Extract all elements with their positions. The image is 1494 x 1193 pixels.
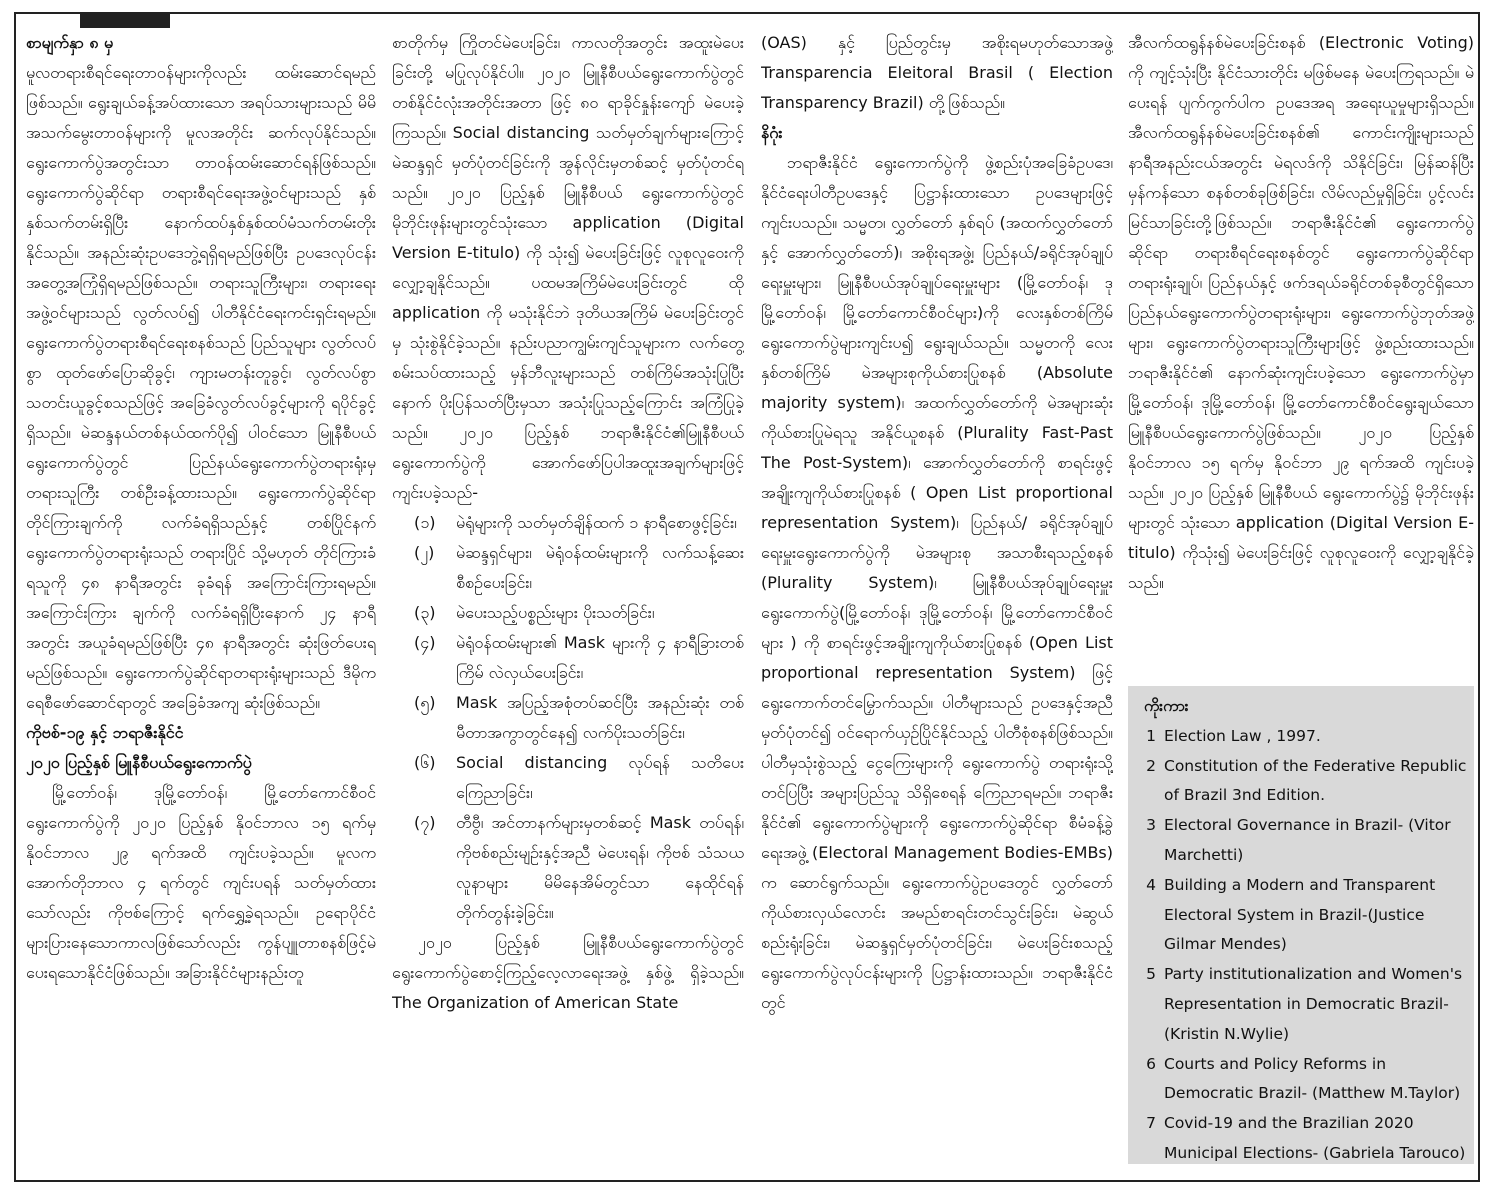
reference-item: 2 Constitution of the Federative Republic of Brazil 3nd Edition.: [1146, 756, 1467, 805]
paragraph: မြို့တော်ဝန်၊ ဒုမြို့တော်ဝန်၊ မြို့တော်ကောင်စီဝင်ရွေးကောက်ပွဲကို ၂၀၂၀ ပြည့်နှစ် နိုဝင်ဘာလ ၁၅ ရက်မှ နိုဝင်ဘာလ ၂၉ ရက်အထိ ကျင်းပခဲ့သည်။ မူလက အောက်တိုဘာလ ၄ ရက်တွင် ကျင်းပရန် သတ်မှတ်ထားသော်လည်း ကိုဗစ်ကြောင့် ရက်ရွှေ့ခဲ့ရသည်။ ဥရောပိုင်ငံများပြားနေသောကာလဖြစ်သော်လည်း ကွန်ပျူတာစနစ်ဖြင့်မဲပေးရသောနိုင်ငံဖြစ်သည်။ အခြားနိုင်ငံများနည်းတူ: [26, 783, 376, 982]
column-2: [392, 28, 744, 1178]
reference-item: 5 Party institutionalization and Women's Representation in Democratic Brazil-(Kristin N.Wylie): [1146, 965, 1463, 1043]
paragraph: မူလတရားစီရင်ရေးတာဝန်များကိုလည်း ထမ်းဆောင်ရမည်ဖြစ်သည်။ ရွေးချယ်ခန့်အပ်ထားသော အရပ်သားများသည် မိမိအသက်မွေးတာဝန်များကို မူလအတိုင်း ဆက်လုပ်နိုင်သည်။ ရွေးကောက်ပွဲအတွင်းသာ တာဝန်ထမ်းဆောင်ရန်ဖြစ်သည်။ ရွေးကောက်ပွဲဆိုင်ရာ တရားစီရင်ရေးအဖွဲ့ဝင်များသည် နှစ်နှစ်သက်တမ်းရှိပြီး နောက်ထပ်နှစ်နှစ်ထပ်မံသက်တမ်းတိုးနိုင်သည်။ အနည်းဆုံးဥပဒေဘွဲ့ရရှိရမည်ဖြစ်ပြီး ဥပဒေလုပ်ငန်းအတွေ့အကြုံရှိရမည်ဖြစ်သည်။ တရားသူကြီးများ၊ တရားရေးအဖွဲ့ဝင်များသည် လွတ်လပ်၍ ပါတီနိုင်ငံရေးကင်းရှင်းရမည်။ ရွေးကောက်ပွဲတရားစီရင်ရေးစနစ်သည် ပြည်သူများ လွတ်လပ်စွာ ထုတ်ဖော်ပြောဆိုခွင့်၊ ကျားမတန်းတူခွင့်၊ လွတ်လပ်စွာသတင်းယူခွင့်စသည်ဖြင့် အခြေခံလွတ်လပ်ခွင့်များကို ရပိုင်ခွင့်ရှိသည်။ မဲဆန္ဒနယ်တစ်နယ်ထက်ပို၍ ပါဝင်သော မြူနီစီပယ်ရွေးကောက်ပွဲတွင် ပြည်နယ်ရွေးကောက်ပွဲတရားရုံးမှ တရားသူကြီး တစ်ဦးခန့်ထားသည်။ ရွေးကောက်ပွဲဆိုင်ရာ တိုင်ကြားချက်ကို လက်ခံရရှိသည်နှင့် တစ်ပြိုင်နက် ရွေးကောက်ပွဲတရားရုံးသည် တရားပြိုင် သို့မဟုတ် တိုင်ကြားခံရသူကို ၄၈ နာရီအတွင်း ခုခံရန် အကြောင်းကြားရမည်။ အကြောင်းကြား ချက်ကို လက်ခံရရှိပြီးနောက် ၂၄ နာရီအတွင်း အယူခံရမည်ဖြစ်ပြီး ၄၈ နာရီအတွင်း ဆုံးဖြတ်ပေးရ မည်ဖြစ်သည်။ ရွေးကောက်ပွဲဆိုင်ရာတရားရုံးများသည် ဒီမိုကရေစီဖော်ဆောင်ရာတွင် အခြေခံအကျ ဆုံးဖြစ်သည်။: [26, 63, 376, 712]
paragraph: (OAS) နှင့် ပြည်တွင်းမှ အစိုးရမဟုတ်သောအဖွဲ့ Transparencia Eleitoral Brasil ( Election Transparency Brazil) တို့ဖြစ်သည်။: [761, 33, 1113, 112]
references-box: [1128, 686, 1474, 1164]
column-3: [761, 28, 1113, 1178]
header-bar: [80, 14, 170, 28]
section-heading: ၂၀၂၀ ပြည့်နှစ် မြူနီစီပယ်ရွေးကောက်ပွဲ: [26, 753, 252, 772]
paragraph: ၂၀၂၀ ပြည့်နှစ် မြူနီစီပယ်ရွေးကောက်ပွဲတွင် ရွေးကောက်ပွဲစောင့်ကြည့်လေ့လာရေးအဖွဲ့ နှစ်ဖွဲ့ ရှိခဲ့သည်။ The Organization of American State: [392, 933, 744, 1012]
list-item: (၆) Social distancing လုပ်ရန် သတိပေးကြေညာခြင်း၊: [414, 753, 744, 802]
paragraph: ဘရာဇီးနိုင်ငံ ရွေးကောက်ပွဲကို ဖွဲ့စည်းပုံအခြေခံဥပဒေ၊ နိုင်ငံရေးပါတီဥပဒေနှင့် ပြဋ္ဌာန်းထားသော ဥပဒေများဖြင့် ကျင်းပသည်။ သမ္မတ၊ လွှတ်တော် နှစ်ရပ် (အထက်လွှတ်တော်နှင့် အောက်လွှတ်တော်)၊ အစိုးရအဖွဲ့၊ ပြည်နယ်/ခရိုင်အုပ်ချုပ်ရေးမှူးများ၊ မြူနီစီပယ်အုပ်ချုပ်ရေးမှူးများ (မြို့တော်ဝန်၊ ဒုမြို့တော်ဝန်၊ မြို့တော်ကောင်စီဝင်များ)ကို လေးနှစ်တစ်ကြိမ် ရွေးကောက်ပွဲများကျင်းပ၍ ရွေးချယ်သည်။ သမ္မတကို လေးနှစ်တစ်ကြိမ် မဲအများစုကိုယ်စားပြုစနစ် (Absolute majority system)၊ အထက်လွှတ်တော်ကို မဲအများဆုံးကိုယ်စားပြုမဲရသူ အနိုင်ယူစနစ် (Plurality Fast-Past The Post-System)၊ အောက်လွှတ်တော်ကို စာရင်းဖွင့်အချိုးကျကိုယ်စားပြုစနစ် ( Open List proportional representation System)၊ ပြည်နယ်/ ခရိုင်အုပ်ချုပ်ရေးမှူးရွေးကောက်ပွဲကို မဲအများစု အသာစီးရသည့်စနစ် (Plurality System)၊ မြူနီစီပယ်အုပ်ချုပ်ရေးမှူးရွေးကောက်ပွဲ(မြို့တော်ဝန်၊ ဒုမြို့တော်ဝန်၊ မြို့တော်ကောင်စီဝင်များ ) ကို စာရင်းဖွင့်အချိုးကျကိုယ်စားပြုစနစ် (Open List proportional representation System) ဖြင့် ရွေးကောက်တင်မြှောက်သည်။ ပါတီများသည် ဥပဒေနှင့်အညီ မှတ်ပုံတင်၍ ဝင်ရောက်ယှဉ်ပြိုင်နိုင်သည့် ပါတီစုံစနစ်ဖြစ်သည်။ ပါတီမှသုံးစွဲသည့် ငွေကြေးများကို ရွေးကောက်ပွဲ တရားရုံးသို့ တင်ပြပြီး အများပြည်သူ သိရှိစေရန် ကြေညာရမည်။ ဘရာဇီးနိုင်ငံ၏ ရွေးကောက်ပွဲများကို ရွေးကောက်ပွဲဆိုင်ရာ စီမံခန့်ခွဲရေးအဖွဲ့ (Electoral Management Bodies-EMBs) က ဆောင်ရွက်သည်။ ရွေးကောက်ပွဲဥပဒေတွင် လွှတ်တော်ကိုယ်စားလှယ်လောင်း အမည်စာရင်းတင်သွင်းခြင်း၊ မဲဆွယ်စည်းရုံးခြင်း၊ မဲဆန္ဒရှင်မှတ်ပုံတင်ခြင်း၊ မဲပေးခြင်းစသည့် ရွေးကောက်ပွဲလုပ်ငန်းများကို ပြဋ္ဌာန်းထားသည်။ ဘရာဇီးနိုင်ငံတွင်: [761, 153, 1113, 1012]
paragraph: စာတိုက်မှ ကြိုတင်မဲပေးခြင်း၊ ကာလတိုအတွင်း အထူးမဲပေးခြင်းတို့ မပြုလုပ်နိုင်ပါ။ ၂၀၂၀ မြူနီစီပယ်ရွေးကောက်ပွဲတွင် တစ်နိုင်ငံလုံးအတိုင်းအတာ ဖြင့် ၈၀ ရာခိုင်နှုန်းကျော် မဲပေးခဲ့ကြသည်။ Social distancing သတ်မှတ်ချက်များကြောင့် မဲဆန္ဒရှင် မှတ်ပုံတင်ခြင်းကို အွန်လိုင်းမှတစ်ဆင့် မှတ်ပုံတင်ရသည်။ ၂၀၂၀ ပြည့်နှစ် မြူနီစီပယ် ရွေးကောက်ပွဲတွင် မိုဘိုင်းဖုန်းများတွင်သုံးသော application (Digital Version E-titulo) ကို သုံး၍ မဲပေးခြင်းဖြင့် လူစုလူဝေးကို လျှော့ချနိုင်သည်။ ပထမအကြိမ်မဲပေးခြင်းတွင် ထို application ကို မသုံးနိုင်ဘဲ ဒုတိယအကြိမ် မဲပေးခြင်းတွင်မှ သုံးစွဲနိုင်ခဲ့သည်။ နည်းပညာကျွမ်းကျင်သူများက လက်တွေ့စမ်းသပ်ထားသည့် မှန်ဘီလူးများသည် တစ်ကြိမ်အသုံးပြုပြီးနောက် ပိုးပြန်သတ်ပြီးမှသာ အသုံးပြုသည့်ကြောင်း အကြံပြုခဲ့သည်။ ၂၀၂၀ ပြည့်နှစ် ဘရာဇီးနိုင်ငံ၏မြူနီစီပယ် ရွေးကောက်ပွဲကို အောက်ဖော်ပြပါအထူးအချက်များဖြင့် ကျင်းပခဲ့သည်-: [392, 33, 744, 502]
column-1: [26, 28, 376, 1178]
list-item: (၂) မဲဆန္ဒရှင်များ၊ မဲရုံဝန်ထမ်းများကို လက်သန့်ဆေးစီစဉ်ပေးခြင်း၊: [414, 543, 744, 592]
section-heading: နိဂုံး: [761, 123, 783, 142]
list-item: (၇) တီဗွီ၊ အင်တာနက်များမှတစ်ဆင့် Mask တပ်ရန်၊ ကိုဗစ်စည်းမျဉ်းနှင့်အညီ မဲပေးရန်၊ ကိုဗစ် သံသယလူနာများ မိမိနေအိမ်တွင်သာ နေထိုင်ရန် တိုက်တွန်းခဲ့ခြင်း။: [414, 813, 744, 922]
reference-item: 3 Electoral Governance in Brazil- (Vitor Marchetti): [1146, 816, 1451, 864]
references-list: [1134, 722, 1468, 1164]
column-4: [1128, 28, 1474, 688]
list-item: (၅) Mask အပြည့်အစုံတပ်ဆင်ပြီး အနည်းဆုံး တစ်မီတာအကွာတွင်နေ၍ လက်ပိုးသတ်ခြင်း၊: [414, 693, 744, 742]
references-title: ကိုးကား: [1144, 697, 1189, 715]
reference-item: 6 Courts and Policy Reforms in Democratic Brazil- (Matthew M.Taylor): [1146, 1054, 1461, 1103]
article-page: [14, 12, 1480, 1182]
measures-list: [392, 508, 744, 928]
continued-heading: စာမျက်နှာ ၈ မှ: [26, 33, 114, 52]
list-item: (၁) မဲရုံများကို သတ်မှတ်ချိန်ထက် ၁ နာရီစောဖွင့်ခြင်း၊: [414, 513, 737, 532]
paragraph: အီလက်ထရွန်နစ်မဲပေးခြင်းစနစ် (Electronic Voting) ကို ကျင့်သုံးပြီး နိုင်ငံသားတိုင်း မဖြစ်မနေ မဲပေးကြရသည်။ မဲပေးရန် ပျက်ကွက်ပါက ဥပဒေအရ အရေးယူမှုများရှိသည်။ အီလက်ထရွန်နစ်မဲပေးခြင်းစနစ်၏ ကောင်းကျိုးများသည် နာရီအနည်းငယ်အတွင်း မဲရလဒ်ကို သိနိုင်ခြင်း၊ မြန်ဆန်ပြီး မှန်ကန်သော စနစ်တစ်ခုဖြစ်ခြင်း၊ လိမ်လည်မှုရှိခြင်း၊ ပွင့်လင်းမြင်သာခြင်းတို့ဖြစ်သည်။ ဘရာဇီးနိုင်ငံ၏ ရွေးကောက်ပွဲဆိုင်ရာ တရားစီရင်ရေးစနစ်တွင် ရွေးကောက်ပွဲဆိုင်ရာ တရားရုံးချုပ်၊ ပြည်နယ်နှင့် ဖက်ဒရယ်ခရိုင်တစ်ခုစီတွင်ရှိသော ပြည်နယ်ရွေးကောက်ပွဲတရားရုံးများ၊ ရွေးကောက်ပွဲဘုတ်အဖွဲ့များ၊ ရွေးကောက်ပွဲတရားသူကြီးများဖြင့် ဖွဲ့စည်းထားသည်။ ဘရာဇီးနိုင်ငံ၏ နောက်ဆုံးကျင်းပခဲ့သော ရွေးကောက်ပွဲမှာ မြို့တော်ဝန်၊ ဒုမြို့တော်ဝန်၊ မြို့တော်ကောင်စီဝင်ရွေးချယ်သော မြူနီစီပယ်ရွေးကောက်ပွဲဖြစ်သည်။ ၂၀၂၀ ပြည့်နှစ် နိုဝင်ဘာလ ၁၅ ရက်မှ နိုဝင်ဘာ ၂၉ ရက်အထိ ကျင်းပခဲ့သည်။ ၂၀၂၀ ပြည့်နှစ် မြူနီစီပယ် ရွေးကောက်ပွဲ၌ မိုဘိုင်းဖုန်းများတွင် သုံးသော application (Digital Version E-titulo) ကိုသုံး၍ မဲပေးခြင်းဖြင့် လူစုလူဝေးကို လျှော့ချနိုင်ခဲ့သည်။: [1128, 33, 1474, 592]
list-item: (၃) မဲပေးသည့်ပစ္စည်းများ ပိုးသတ်ခြင်း၊: [414, 603, 655, 622]
reference-item: 1 Election Law , 1997.: [1146, 726, 1321, 745]
section-heading: ကိုဗစ်-၁၉ နှင့် ဘရာဇီးနိုင်ငံ: [26, 723, 184, 742]
list-item: (၄) မဲရုံဝန်ထမ်းများ၏ Mask များကို ၄ နာရီခြားတစ်ကြိမ် လဲလှယ်ပေးခြင်း၊: [414, 633, 744, 682]
reference-item: 4 Building a Modern and Transparent Electoral System in Brazil-(Justice Gilmar Mendes): [1146, 875, 1436, 954]
reference-item: 7 Covid-19 and the Brazilian 2020 Municipal Elections- (Gabriela Tarouco): [1146, 1114, 1466, 1162]
